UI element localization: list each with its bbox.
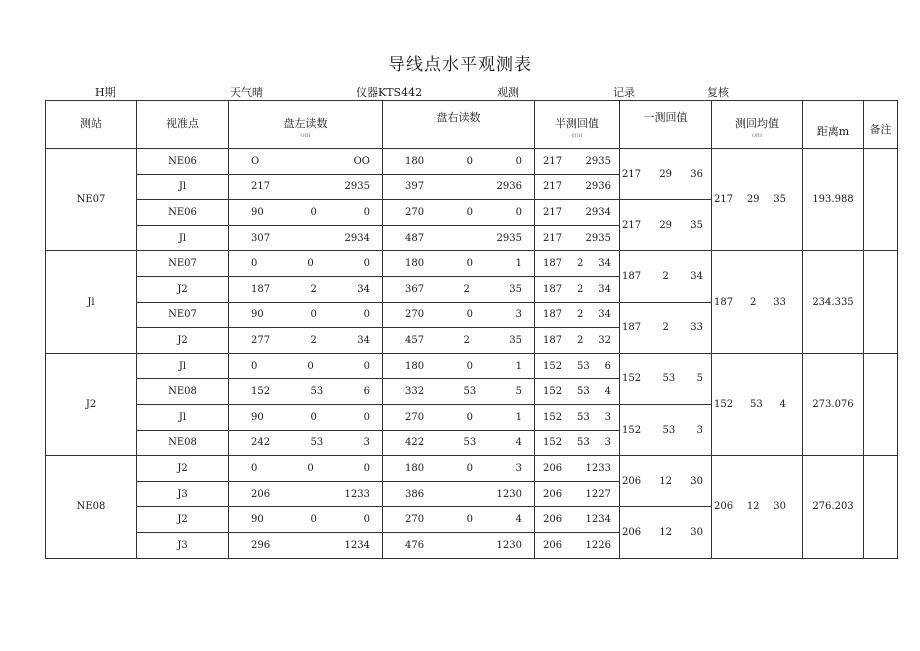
value-part: 217: [622, 219, 642, 231]
left-reading: [229, 456, 383, 482]
left-reading: [229, 430, 383, 456]
value-part: 3: [604, 411, 611, 423]
value-part: 476: [405, 539, 425, 551]
one-round-value: [620, 456, 712, 507]
table-row: [46, 353, 898, 379]
one-round-value: [620, 149, 712, 200]
value-part: 152: [714, 398, 734, 410]
value-part: 457: [405, 334, 425, 346]
value-part: 206: [543, 514, 563, 526]
value-part: 53: [662, 424, 676, 436]
value-part: 1234: [344, 539, 370, 551]
value-part: 0: [307, 462, 314, 474]
value-part: 2935: [585, 155, 611, 167]
page-title: 导线点水平观测表: [388, 55, 532, 75]
value-part: 5: [696, 373, 703, 385]
value-part: 187: [543, 309, 563, 321]
value-part: 53: [576, 411, 590, 423]
value-part: 53: [310, 437, 324, 449]
meta-recorder: 记录: [613, 86, 635, 99]
value-part: 53: [576, 386, 590, 398]
target-point: Jl: [137, 404, 229, 430]
value-part: 29: [659, 168, 673, 180]
value-part: 332: [405, 386, 425, 398]
value-part: 0: [363, 462, 370, 474]
value-part: 33: [773, 296, 786, 308]
value-part: 4: [515, 437, 522, 449]
value-part: 487: [405, 232, 425, 244]
note-cell: [864, 353, 898, 455]
value-part: 0: [466, 309, 474, 321]
half-round-value: [535, 532, 620, 558]
value-part: 0: [310, 309, 317, 321]
value-part: 4: [604, 386, 611, 398]
value-part: 0: [363, 514, 370, 526]
value-part: 1226: [585, 539, 611, 551]
value-part: 0: [307, 360, 314, 372]
value-part: 34: [690, 270, 703, 282]
value-part: 34: [598, 309, 611, 321]
value-part: 2: [576, 283, 584, 295]
right-reading: [383, 225, 535, 251]
half-round-value: [535, 430, 620, 456]
left-reading: [229, 251, 383, 277]
value-part: 187: [622, 270, 642, 282]
value-part: 1: [515, 258, 522, 270]
value-part: 3: [515, 462, 522, 474]
header-row: [46, 101, 898, 149]
right-reading: [383, 251, 535, 277]
value-part: 206: [622, 475, 642, 487]
value-part: 0: [310, 206, 317, 218]
round-mean-value: [712, 251, 803, 353]
value-part: 397: [405, 181, 425, 193]
value-part: 187: [714, 296, 734, 308]
half-round-value: [535, 225, 620, 251]
value-part: 2: [310, 334, 317, 346]
one-round-value: [620, 200, 712, 251]
value-part: 34: [598, 283, 611, 295]
station-name: NE08: [46, 456, 137, 558]
value-part: 206: [714, 501, 734, 513]
value-part: 3: [604, 437, 611, 449]
value-part: 217: [543, 181, 563, 193]
note-cell: [864, 149, 898, 251]
value-part: 0: [307, 258, 314, 270]
right-reading: [383, 149, 535, 175]
target-point: NE08: [137, 430, 229, 456]
value-part: 307: [251, 232, 271, 244]
value-part: 0: [466, 514, 474, 526]
value-part: 0: [466, 155, 474, 167]
left-reading: [229, 532, 383, 558]
value-part: 6: [363, 386, 370, 398]
value-part: 152: [543, 386, 563, 398]
value-part: 2: [749, 296, 757, 308]
value-part: 2934: [344, 232, 370, 244]
value-part: 53: [576, 437, 590, 449]
left-reading: [229, 481, 383, 507]
value-part: 217: [543, 232, 563, 244]
value-part: 2: [576, 334, 584, 346]
value-part: 34: [357, 283, 370, 295]
left-reading: [229, 174, 383, 200]
half-round-value: [535, 174, 620, 200]
right-reading: [383, 404, 535, 430]
left-reading: [229, 404, 383, 430]
value-part: 180: [405, 360, 425, 372]
value-part: 1230: [496, 488, 522, 500]
value-part: 35: [509, 334, 522, 346]
header-round-mean: 测回均值 OfH: [712, 101, 803, 149]
value-part: 0: [363, 206, 370, 218]
value-part: 2935: [585, 232, 611, 244]
left-reading: [229, 302, 383, 328]
value-part: 0: [466, 258, 474, 270]
target-point: J2: [137, 456, 229, 482]
value-part: 0: [466, 411, 474, 423]
value-part: 152: [622, 424, 642, 436]
value-part: 1: [515, 360, 522, 372]
value-part: 30: [690, 526, 703, 538]
value-part: 2: [463, 283, 470, 295]
value-part: 2: [576, 258, 584, 270]
value-part: 90: [251, 206, 264, 218]
value-part: 0: [310, 514, 317, 526]
value-part: 187: [543, 334, 563, 346]
value-part: 1233: [344, 488, 370, 500]
table-row: [46, 456, 898, 482]
value-part: 35: [773, 194, 786, 206]
value-part: 152: [543, 411, 563, 423]
half-round-value: [535, 456, 620, 482]
value-part: 187: [543, 258, 563, 270]
value-part: 35: [690, 219, 703, 231]
value-part: 1234: [585, 514, 611, 526]
value-part: 422: [405, 437, 425, 449]
value-part: 53: [310, 386, 324, 398]
value-part: 12: [659, 475, 673, 487]
header-half-round: 半测回值 6f)H: [535, 101, 620, 149]
value-part: 90: [251, 309, 264, 321]
value-part: 0: [363, 258, 370, 270]
value-part: 206: [251, 488, 271, 500]
value-part: 152: [622, 373, 642, 385]
header-note: 备注: [864, 101, 898, 149]
value-part: 3: [696, 424, 703, 436]
value-part: 1227: [585, 488, 611, 500]
value-part: 217: [543, 206, 563, 218]
value-part: 206: [543, 539, 563, 551]
header-left-reading: 盘左读数 OfH: [229, 101, 383, 149]
station-name: J2: [46, 353, 137, 455]
half-round-value: [535, 251, 620, 277]
value-part: 2: [463, 334, 470, 346]
value-part: 187: [543, 283, 563, 295]
distance-value: 273.076: [803, 353, 864, 455]
value-part: 12: [746, 501, 760, 513]
value-part: 0: [363, 309, 370, 321]
value-part: 187: [622, 322, 642, 334]
value-part: 0: [363, 411, 370, 423]
half-round-value: [535, 507, 620, 533]
left-reading: [229, 379, 383, 405]
value-part: 2: [576, 309, 584, 321]
value-part: 90: [251, 411, 264, 423]
meta-instrument: 仪器KTS442: [356, 86, 423, 99]
left-reading: [229, 328, 383, 354]
value-part: 29: [746, 194, 760, 206]
value-part: 277: [251, 334, 271, 346]
left-reading: [229, 225, 383, 251]
table-row: [46, 251, 898, 277]
value-part: 386: [405, 488, 425, 500]
value-part: 2935: [344, 181, 370, 193]
value-part: 34: [357, 334, 370, 346]
value-part: 0: [363, 360, 370, 372]
right-reading: [383, 302, 535, 328]
value-part: 242: [251, 437, 271, 449]
half-round-value: [535, 404, 620, 430]
value-part: 2: [662, 322, 669, 334]
target-point: NE08: [137, 379, 229, 405]
value-part: 152: [543, 437, 563, 449]
value-part: 152: [251, 386, 271, 398]
value-part: 2: [310, 283, 317, 295]
right-reading: [383, 328, 535, 354]
target-point: NE07: [137, 251, 229, 277]
left-reading: [229, 200, 383, 226]
distance-value: 193.988: [803, 149, 864, 251]
value-part: 270: [405, 206, 425, 218]
right-reading: [383, 174, 535, 200]
value-part: 4: [779, 398, 786, 410]
value-part: 3: [515, 309, 522, 321]
note-cell: [864, 456, 898, 558]
value-part: 206: [543, 488, 563, 500]
value-part: 217: [622, 168, 642, 180]
right-reading: [383, 276, 535, 302]
target-point: Jl: [137, 174, 229, 200]
value-part: 180: [405, 155, 425, 167]
left-reading: [229, 507, 383, 533]
value-part: 0: [310, 411, 317, 423]
right-reading: [383, 532, 535, 558]
value-part: 35: [509, 283, 522, 295]
half-round-value: [535, 149, 620, 175]
value-part: 0: [251, 462, 258, 474]
value-part: 5: [515, 386, 522, 398]
value-part: 12: [659, 526, 673, 538]
left-reading: [229, 276, 383, 302]
round-mean-value: [712, 456, 803, 558]
half-round-value: [535, 200, 620, 226]
value-part: 0: [466, 360, 474, 372]
value-part: 53: [463, 386, 477, 398]
station-name: Jl: [46, 251, 137, 353]
half-round-value: [535, 379, 620, 405]
target-point: J2: [137, 328, 229, 354]
half-round-value: [535, 328, 620, 354]
value-part: 34: [598, 258, 611, 270]
header-station: 测站: [46, 101, 137, 149]
value-part: 53: [576, 360, 590, 372]
half-round-value: [535, 481, 620, 507]
target-point: NE06: [137, 149, 229, 175]
meta-observer: 观测: [497, 86, 519, 99]
right-reading: [383, 456, 535, 482]
value-part: O: [251, 155, 260, 167]
value-part: 296: [251, 539, 271, 551]
one-round-value: [620, 353, 712, 404]
value-part: 53: [662, 373, 676, 385]
target-point: NE07: [137, 302, 229, 328]
value-part: 0: [466, 206, 474, 218]
value-part: 0: [515, 155, 522, 167]
round-mean-value: [712, 353, 803, 455]
one-round-value: [620, 507, 712, 558]
one-round-value: [620, 302, 712, 353]
one-round-value: [620, 404, 712, 455]
value-part: 187: [251, 283, 271, 295]
value-part: 0: [515, 206, 522, 218]
left-reading: [229, 149, 383, 175]
distance-value: 276.203: [803, 456, 864, 558]
value-part: 4: [515, 514, 522, 526]
right-reading: [383, 507, 535, 533]
right-reading: [383, 353, 535, 379]
value-part: 53: [749, 398, 763, 410]
meta-checker: 复核: [707, 86, 729, 99]
value-part: 217: [251, 181, 271, 193]
right-reading: [383, 379, 535, 405]
value-part: 2936: [585, 181, 611, 193]
value-part: 206: [543, 462, 563, 474]
target-point: J3: [137, 532, 229, 558]
target-point: J3: [137, 481, 229, 507]
value-part: 270: [405, 411, 425, 423]
value-part: 30: [690, 475, 703, 487]
meta-date: H期: [95, 86, 116, 99]
value-part: OO: [353, 155, 370, 167]
value-part: 33: [690, 322, 703, 334]
value-part: 2935: [496, 232, 522, 244]
value-part: 152: [543, 360, 563, 372]
value-part: 90: [251, 514, 264, 526]
value-part: 30: [773, 501, 786, 513]
value-part: 2936: [496, 181, 522, 193]
target-point: J2: [137, 276, 229, 302]
value-part: 1: [515, 411, 522, 423]
value-part: 0: [251, 360, 258, 372]
target-point: Jl: [137, 225, 229, 251]
value-part: 53: [463, 437, 477, 449]
value-part: 367: [405, 283, 425, 295]
header-right-reading: 盘右读数: [383, 101, 535, 149]
value-part: 0: [466, 462, 474, 474]
half-round-value: [535, 276, 620, 302]
header-one-round: 一测回值: [620, 101, 712, 149]
table-row: [46, 149, 898, 175]
round-mean-value: [712, 149, 803, 251]
observation-table: [45, 100, 898, 559]
value-part: 2: [662, 270, 669, 282]
right-reading: [383, 481, 535, 507]
value-part: 217: [714, 194, 734, 206]
station-name: NE07: [46, 149, 137, 251]
value-part: 1230: [496, 539, 522, 551]
value-part: 6: [604, 360, 611, 372]
value-part: 180: [405, 258, 425, 270]
value-part: 270: [405, 514, 425, 526]
target-point: J2: [137, 507, 229, 533]
value-part: 0: [251, 258, 258, 270]
distance-value: 234.335: [803, 251, 864, 353]
observation-body: [46, 149, 898, 559]
value-part: 36: [690, 168, 703, 180]
value-part: 270: [405, 309, 425, 321]
left-reading: [229, 353, 383, 379]
right-reading: [383, 430, 535, 456]
value-part: 29: [659, 219, 673, 231]
meta-weather: 天气晴: [230, 86, 263, 99]
half-round-value: [535, 302, 620, 328]
value-part: 217: [543, 155, 563, 167]
target-point: NE06: [137, 200, 229, 226]
value-part: 206: [622, 526, 642, 538]
note-cell: [864, 251, 898, 353]
value-part: 3: [363, 437, 370, 449]
half-round-value: [535, 353, 620, 379]
value-part: 180: [405, 462, 425, 474]
one-round-value: [620, 251, 712, 302]
value-part: 32: [598, 334, 611, 346]
header-distance: 距离m: [803, 101, 864, 149]
value-part: 1233: [585, 462, 611, 474]
header-target: 视准点: [137, 101, 229, 149]
right-reading: [383, 200, 535, 226]
target-point: Jl: [137, 353, 229, 379]
value-part: 2934: [585, 206, 611, 218]
